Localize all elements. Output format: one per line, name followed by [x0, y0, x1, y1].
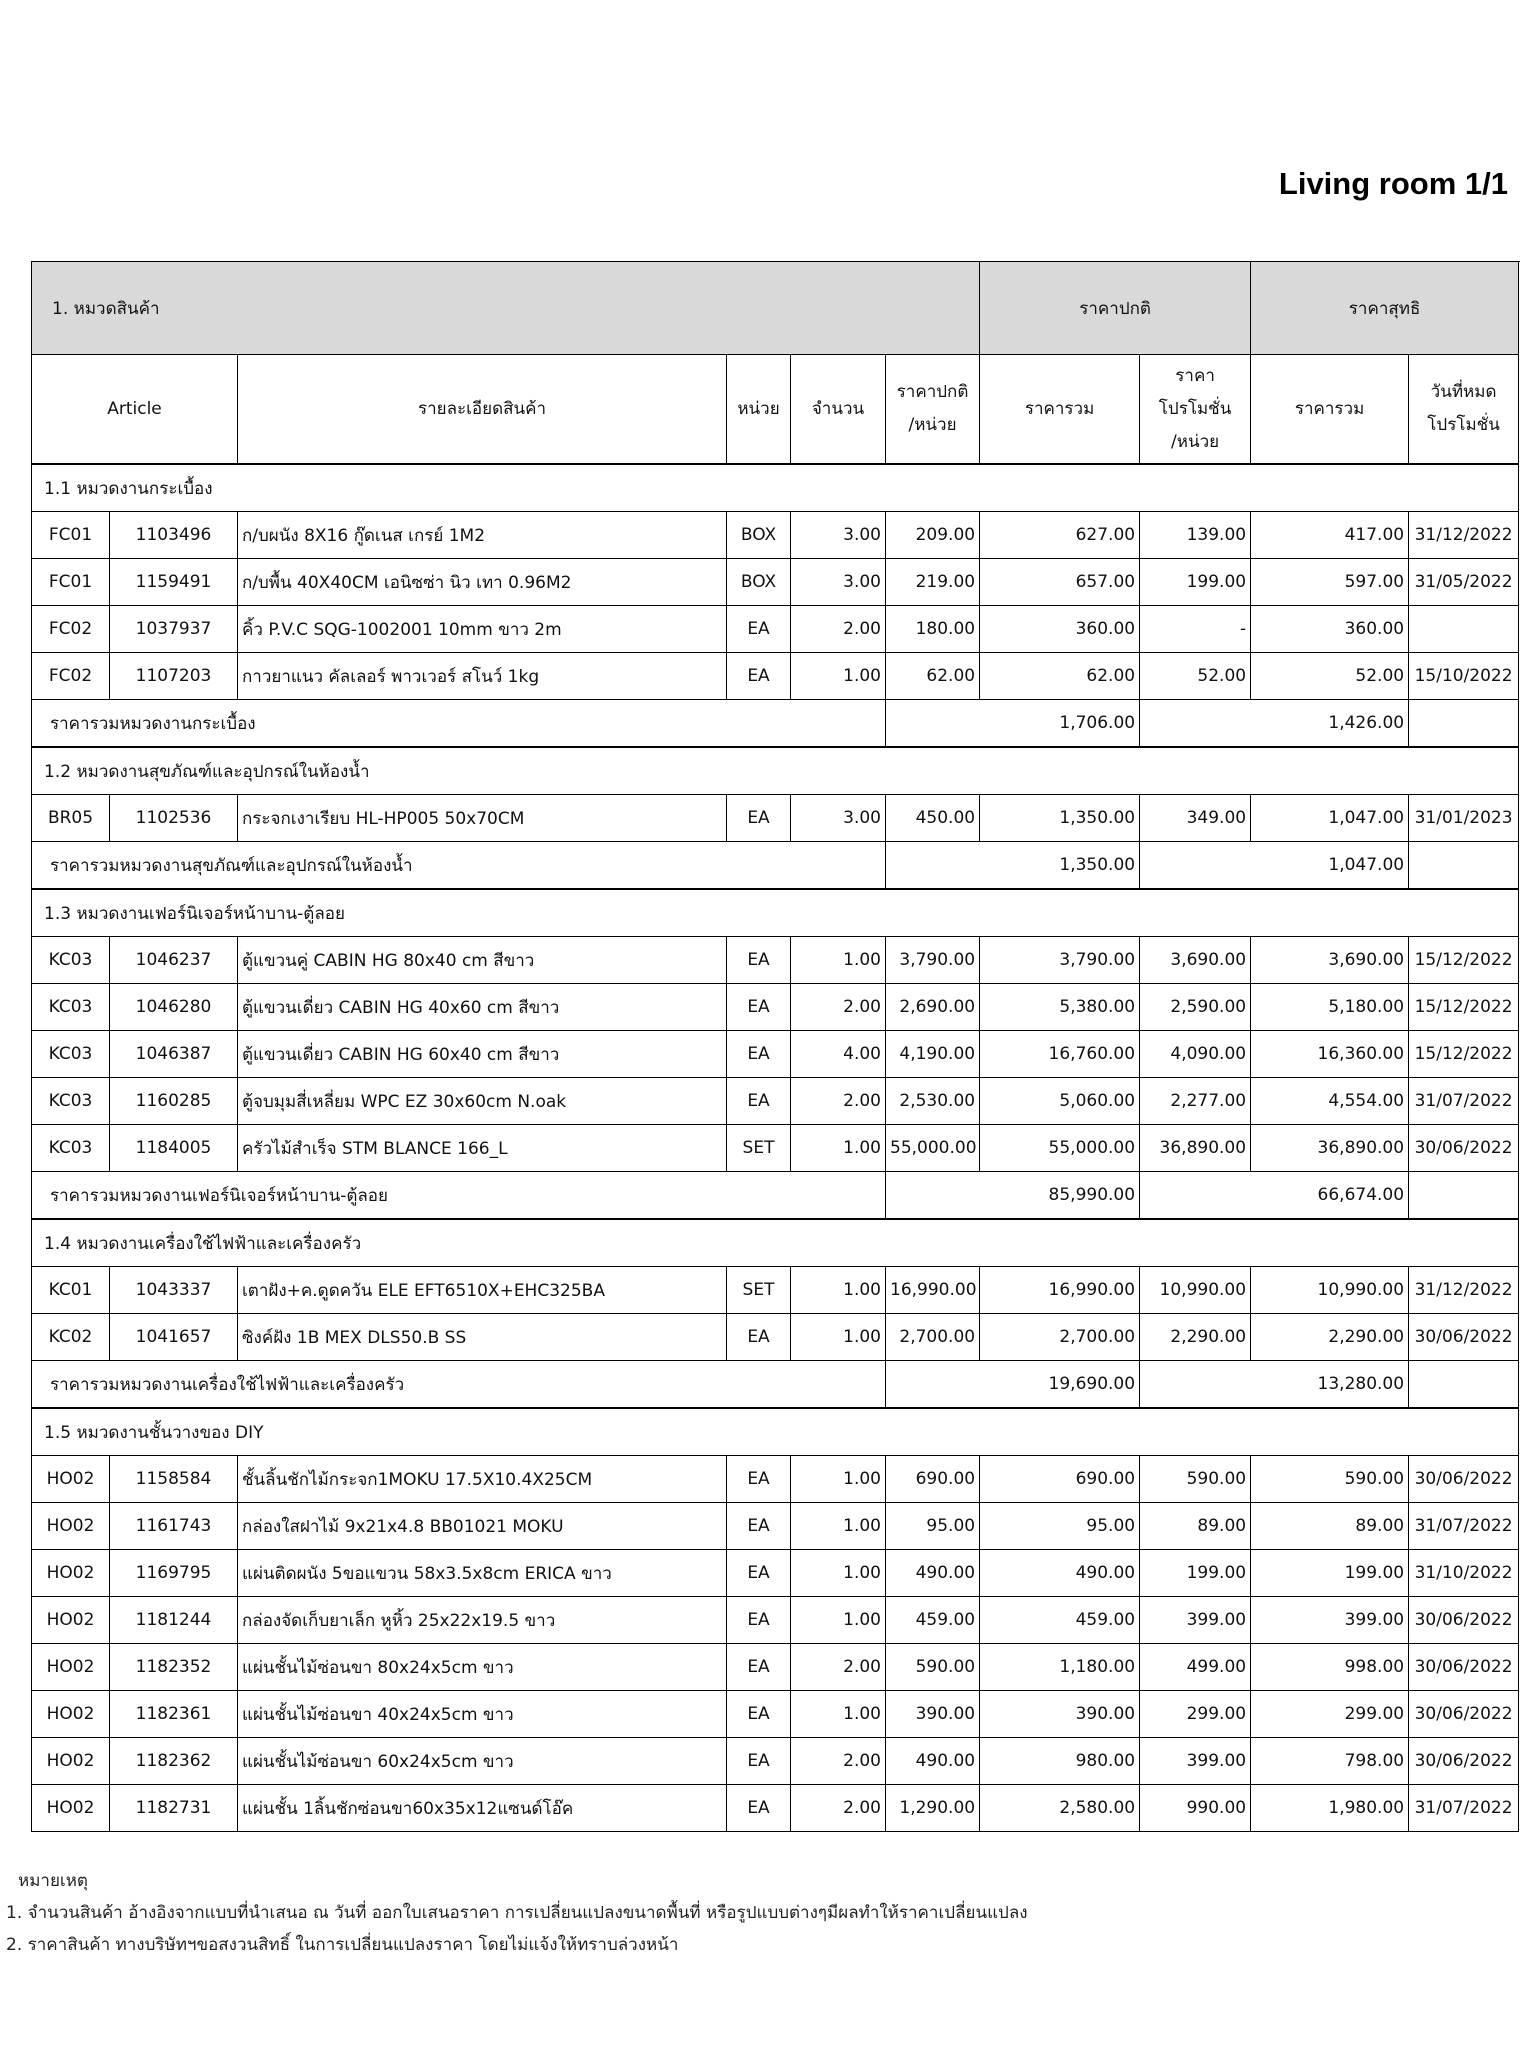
- item-net-total: 16,360.00: [1251, 1031, 1409, 1078]
- item-unit: EA: [727, 1503, 791, 1550]
- item-qty: 1.00: [791, 1456, 886, 1503]
- item-description: กาวยาแนว คัลเลอร์ พาวเวอร์ สโนว์ 1kg: [238, 653, 727, 700]
- item-unit: EA: [727, 1691, 791, 1738]
- item-qty: 2.00: [791, 1644, 886, 1691]
- item-promo-price: 199.00: [1140, 1550, 1251, 1597]
- subtotal-value: 1,706.00: [886, 700, 1140, 748]
- item-qty: 3.00: [791, 512, 886, 559]
- item-code: HO02: [32, 1456, 110, 1503]
- item-net-total: 417.00: [1251, 512, 1409, 559]
- item-promo-price: 299.00: [1140, 1691, 1251, 1738]
- item-description: ก/บผนัง 8X16 กู๊ดเนส เกรย์ 1M2: [238, 512, 727, 559]
- item-total: 2,700.00: [980, 1314, 1140, 1361]
- item-unit: BOX: [727, 512, 791, 559]
- item-code: KC03: [32, 1031, 110, 1078]
- item-net-total: 798.00: [1251, 1738, 1409, 1785]
- item-net-total: 199.00: [1251, 1550, 1409, 1597]
- item-unit: EA: [727, 1738, 791, 1785]
- regular-price-header: ราคาปกติ: [980, 262, 1251, 355]
- item-qty: 2.00: [791, 1785, 886, 1832]
- item-article: 1182731: [110, 1785, 238, 1832]
- item-description: ตู้แขวนเดี่ยว CABIN HG 40x60 cm สีขาว: [238, 984, 727, 1031]
- note-line-2: 2. ราคาสินค้า ทางบริษัทฯขอสงวนสิทธิ์ ในการเปลี่ยนแปลงราคา โดยไม่แจ้งให้ทราบล่วงหน้า: [6, 1935, 679, 1955]
- item-unit-price: 690.00: [886, 1456, 980, 1503]
- item-code: FC01: [32, 559, 110, 606]
- item-unit: EA: [727, 1456, 791, 1503]
- item-promo-price: 2,277.00: [1140, 1078, 1251, 1125]
- item-code: KC03: [32, 984, 110, 1031]
- category-row: [32, 889, 1519, 937]
- item-promo-price: 52.00: [1140, 653, 1251, 700]
- item-description: ก/บพื้น 40X40CM เอนิซซ่า นิว เทา 0.96M2: [238, 559, 727, 606]
- item-unit-price: 95.00: [886, 1503, 980, 1550]
- item-code: HO02: [32, 1785, 110, 1832]
- item-article: 1103496: [110, 512, 238, 559]
- item-qty: 4.00: [791, 1031, 886, 1078]
- item-promo-end: 15/12/2022: [1409, 984, 1519, 1031]
- item-code: HO02: [32, 1503, 110, 1550]
- item-total: 490.00: [980, 1550, 1140, 1597]
- item-description: ตู้แขวนคู่ CABIN HG 80x40 cm สีขาว: [238, 937, 727, 984]
- category-title: 1.4 หมวดงานเครื่องใช้ไฟฟ้าและเครื่องครัว: [32, 1219, 1519, 1267]
- item-unit-price: 4,190.00: [886, 1031, 980, 1078]
- item-article: 1041657: [110, 1314, 238, 1361]
- item-description: ซิงค์ฝัง 1B MEX DLS50.B SS: [238, 1314, 727, 1361]
- table-row: [32, 1550, 1519, 1597]
- item-qty: 1.00: [791, 1314, 886, 1361]
- item-net-total: 36,890.00: [1251, 1125, 1409, 1172]
- net-subtotal-value: 66,674.00: [1140, 1172, 1409, 1220]
- item-description: ครัวไม้สำเร็จ STM BLANCE 166_L: [238, 1125, 727, 1172]
- col-qty: จำนวน: [791, 355, 886, 465]
- item-promo-price: 89.00: [1140, 1503, 1251, 1550]
- col-unit: หน่วย: [727, 355, 791, 465]
- table-row: [32, 984, 1519, 1031]
- item-total: 657.00: [980, 559, 1140, 606]
- table-row: [32, 1078, 1519, 1125]
- item-net-total: 360.00: [1251, 606, 1409, 653]
- quotation-table: [31, 261, 1519, 1832]
- item-promo-price: 990.00: [1140, 1785, 1251, 1832]
- item-article: 1161743: [110, 1503, 238, 1550]
- item-net-total: 299.00: [1251, 1691, 1409, 1738]
- item-net-total: 1,047.00: [1251, 795, 1409, 842]
- item-article: 1169795: [110, 1550, 238, 1597]
- item-article: 1159491: [110, 559, 238, 606]
- item-promo-price: 139.00: [1140, 512, 1251, 559]
- item-code: KC03: [32, 1078, 110, 1125]
- col-article: Article: [32, 355, 238, 465]
- item-total: 360.00: [980, 606, 1140, 653]
- col-description: รายละเอียดสินค้า: [238, 355, 727, 465]
- category-row: [32, 1219, 1519, 1267]
- item-net-total: 10,990.00: [1251, 1267, 1409, 1314]
- category-title: 1.2 หมวดงานสุขภัณฑ์และอุปกรณ์ในห้องน้ำ: [32, 747, 1519, 795]
- net-subtotal-value: 1,047.00: [1140, 842, 1409, 890]
- item-qty: 1.00: [791, 1691, 886, 1738]
- item-unit: EA: [727, 1785, 791, 1832]
- item-article: 1181244: [110, 1597, 238, 1644]
- item-promo-end: 30/06/2022: [1409, 1597, 1519, 1644]
- item-qty: 2.00: [791, 1738, 886, 1785]
- item-unit: EA: [727, 937, 791, 984]
- item-total: 690.00: [980, 1456, 1140, 1503]
- item-total: 55,000.00: [980, 1125, 1140, 1172]
- subtotal-empty: [1409, 1361, 1519, 1409]
- item-unit-price: 590.00: [886, 1644, 980, 1691]
- item-total: 16,760.00: [980, 1031, 1140, 1078]
- item-promo-price: -: [1140, 606, 1251, 653]
- item-unit-price: 3,790.00: [886, 937, 980, 984]
- item-total: 2,580.00: [980, 1785, 1140, 1832]
- item-promo-end: 31/10/2022: [1409, 1550, 1519, 1597]
- item-article: 1182352: [110, 1644, 238, 1691]
- item-unit: EA: [727, 795, 791, 842]
- item-code: FC01: [32, 512, 110, 559]
- subtotal-empty: [1409, 1172, 1519, 1220]
- notes: [6, 1865, 1028, 1961]
- item-promo-end: 30/06/2022: [1409, 1738, 1519, 1785]
- item-unit: EA: [727, 606, 791, 653]
- item-promo-end: 31/12/2022: [1409, 1267, 1519, 1314]
- item-description: เตาฝัง+ค.ดูดควัน ELE EFT6510X+EHC325BA: [238, 1267, 727, 1314]
- item-total: 16,990.00: [980, 1267, 1140, 1314]
- item-unit-price: 2,700.00: [886, 1314, 980, 1361]
- item-description: แผ่นติดผนัง 5ขอแขวน 58x3.5x8cm ERICA ขาว: [238, 1550, 727, 1597]
- item-unit-price: 2,690.00: [886, 984, 980, 1031]
- category-row: [32, 747, 1519, 795]
- item-article: 1184005: [110, 1125, 238, 1172]
- item-unit-price: 209.00: [886, 512, 980, 559]
- item-description: แผ่นชั้นไม้ซ่อนขา 40x24x5cm ขาว: [238, 1691, 727, 1738]
- item-description: คิ้ว P.V.C SQG-1002001 10mm ขาว 2m: [238, 606, 727, 653]
- subtotal-row: [32, 700, 1519, 748]
- subtotal-label: ราคารวมหมวดงานเฟอร์นิเจอร์หน้าบาน-ตู้ลอย: [32, 1172, 886, 1220]
- item-unit-price: 390.00: [886, 1691, 980, 1738]
- item-unit: EA: [727, 1550, 791, 1597]
- table-row: [32, 1597, 1519, 1644]
- table-row: [32, 1785, 1519, 1832]
- notes-heading: หมายเหตุ: [18, 1871, 88, 1891]
- header-row-columns: [32, 355, 1519, 465]
- item-promo-end: 30/06/2022: [1409, 1314, 1519, 1361]
- item-article: 1046237: [110, 937, 238, 984]
- col-promo-price: ราคา โปรโมชั่น /หน่วย: [1140, 355, 1251, 465]
- item-promo-end: [1409, 606, 1519, 653]
- table-row: [32, 559, 1519, 606]
- item-net-total: 998.00: [1251, 1644, 1409, 1691]
- page-title: Living room 1/1: [1278, 166, 1508, 201]
- table-row: [32, 1503, 1519, 1550]
- net-subtotal-value: 1,426.00: [1140, 700, 1409, 748]
- item-unit: EA: [727, 1644, 791, 1691]
- item-promo-end: 30/06/2022: [1409, 1644, 1519, 1691]
- category-title: 1.1 หมวดงานกระเบื้อง: [32, 464, 1519, 512]
- item-qty: 1.00: [791, 1597, 886, 1644]
- item-qty: 1.00: [791, 653, 886, 700]
- header-row-groups: [32, 262, 1519, 355]
- category-title: 1.5 หมวดงานชั้นวางของ DIY: [32, 1408, 1519, 1456]
- item-qty: 1.00: [791, 1125, 886, 1172]
- category-title: 1.3 หมวดงานเฟอร์นิเจอร์หน้าบาน-ตู้ลอย: [32, 889, 1519, 937]
- item-article: 1182361: [110, 1691, 238, 1738]
- item-description: กล่องใสฝาไม้ 9x21x4.8 BB01021 MOKU: [238, 1503, 727, 1550]
- subtotal-label: ราคารวมหมวดงานเครื่องใช้ไฟฟ้าและเครื่องครัว: [32, 1361, 886, 1409]
- item-total: 627.00: [980, 512, 1140, 559]
- item-code: KC02: [32, 1314, 110, 1361]
- item-total: 95.00: [980, 1503, 1140, 1550]
- item-unit-price: 62.00: [886, 653, 980, 700]
- item-description: ชั้นลิ้นชักไม้กระจก1MOKU 17.5X10.4X25CM: [238, 1456, 727, 1503]
- item-unit-price: 180.00: [886, 606, 980, 653]
- subtotal-label: ราคารวมหมวดงานกระเบื้อง: [32, 700, 886, 748]
- item-promo-price: 2,590.00: [1140, 984, 1251, 1031]
- item-total: 62.00: [980, 653, 1140, 700]
- item-qty: 2.00: [791, 606, 886, 653]
- item-total: 1,350.00: [980, 795, 1140, 842]
- item-net-total: 4,554.00: [1251, 1078, 1409, 1125]
- item-qty: 1.00: [791, 1267, 886, 1314]
- table-row: [32, 1738, 1519, 1785]
- item-promo-end: 15/12/2022: [1409, 1031, 1519, 1078]
- item-promo-price: 10,990.00: [1140, 1267, 1251, 1314]
- item-promo-price: 499.00: [1140, 1644, 1251, 1691]
- item-code: FC02: [32, 653, 110, 700]
- item-promo-price: 36,890.00: [1140, 1125, 1251, 1172]
- table-row: [32, 512, 1519, 559]
- item-unit: EA: [727, 1031, 791, 1078]
- item-unit-price: 1,290.00: [886, 1785, 980, 1832]
- item-promo-end: 31/07/2022: [1409, 1503, 1519, 1550]
- item-total: 5,060.00: [980, 1078, 1140, 1125]
- item-code: HO02: [32, 1550, 110, 1597]
- item-unit-price: 16,990.00: [886, 1267, 980, 1314]
- item-net-total: 89.00: [1251, 1503, 1409, 1550]
- item-code: KC03: [32, 937, 110, 984]
- item-promo-end: 31/07/2022: [1409, 1078, 1519, 1125]
- category-row: [32, 1408, 1519, 1456]
- subtotal-value: 19,690.00: [886, 1361, 1140, 1409]
- item-code: HO02: [32, 1597, 110, 1644]
- item-promo-end: 31/12/2022: [1409, 512, 1519, 559]
- item-net-total: 52.00: [1251, 653, 1409, 700]
- item-net-total: 5,180.00: [1251, 984, 1409, 1031]
- item-article: 1182362: [110, 1738, 238, 1785]
- item-net-total: 399.00: [1251, 1597, 1409, 1644]
- item-article: 1107203: [110, 653, 238, 700]
- table-row: [32, 1456, 1519, 1503]
- subtotal-label: ราคารวมหมวดงานสุขภัณฑ์และอุปกรณ์ในห้องน้ำ: [32, 842, 886, 890]
- item-promo-price: 399.00: [1140, 1738, 1251, 1785]
- item-unit-price: 490.00: [886, 1738, 980, 1785]
- item-net-total: 3,690.00: [1251, 937, 1409, 984]
- item-total: 1,180.00: [980, 1644, 1140, 1691]
- item-description: กระจกเงาเรียบ HL-HP005 50x70CM: [238, 795, 727, 842]
- category-row: [32, 464, 1519, 512]
- item-qty: 1.00: [791, 1503, 886, 1550]
- item-article: 1160285: [110, 1078, 238, 1125]
- item-unit-price: 219.00: [886, 559, 980, 606]
- item-unit: EA: [727, 1597, 791, 1644]
- table-row: [32, 1691, 1519, 1738]
- item-description: แผ่นชั้นไม้ซ่อนขา 80x24x5cm ขาว: [238, 1644, 727, 1691]
- item-article: 1037937: [110, 606, 238, 653]
- subtotal-row: [32, 1361, 1519, 1409]
- subtotal-empty: [1409, 700, 1519, 748]
- item-promo-price: 590.00: [1140, 1456, 1251, 1503]
- net-subtotal-value: 13,280.00: [1140, 1361, 1409, 1409]
- table-row: [32, 1267, 1519, 1314]
- group-label: 1. หมวดสินค้า: [32, 262, 980, 355]
- subtotal-row: [32, 842, 1519, 890]
- item-description: แผ่นชั้น 1ลิ้นชักซ่อนขา60x35x12แซนด์โอ๊ค: [238, 1785, 727, 1832]
- item-article: 1158584: [110, 1456, 238, 1503]
- net-price-header: ราคาสุทธิ: [1251, 262, 1519, 355]
- item-promo-price: 349.00: [1140, 795, 1251, 842]
- item-description: ตู้แขวนเดี่ยว CABIN HG 60x40 cm สีขาว: [238, 1031, 727, 1078]
- item-net-total: 1,980.00: [1251, 1785, 1409, 1832]
- item-promo-price: 3,690.00: [1140, 937, 1251, 984]
- item-qty: 1.00: [791, 1550, 886, 1597]
- item-unit: SET: [727, 1267, 791, 1314]
- item-unit-price: 55,000.00: [886, 1125, 980, 1172]
- item-unit-price: 490.00: [886, 1550, 980, 1597]
- col-net-total: ราคารวม: [1251, 355, 1409, 465]
- item-article: 1043337: [110, 1267, 238, 1314]
- table-row: [32, 1031, 1519, 1078]
- item-total: 459.00: [980, 1597, 1140, 1644]
- table-row: [32, 606, 1519, 653]
- subtotal-row: [32, 1172, 1519, 1220]
- item-code: HO02: [32, 1691, 110, 1738]
- item-promo-end: 30/06/2022: [1409, 1125, 1519, 1172]
- item-net-total: 590.00: [1251, 1456, 1409, 1503]
- item-qty: 1.00: [791, 937, 886, 984]
- col-unit-price: ราคาปกติ /หน่วย: [886, 355, 980, 465]
- item-qty: 2.00: [791, 984, 886, 1031]
- item-promo-end: 31/01/2023: [1409, 795, 1519, 842]
- item-code: HO02: [32, 1738, 110, 1785]
- note-line-1: 1. จำนวนสินค้า อ้างอิงจากแบบที่นำเสนอ ณ วันที่ ออกใบเสนอราคา การเปลี่ยนแปลงขนาดพื้นที่ หรือรูปแบบต่างๆมีผลทำให้ราคาเปลี่ยนแปลง: [6, 1903, 1028, 1923]
- item-unit-price: 450.00: [886, 795, 980, 842]
- item-article: 1102536: [110, 795, 238, 842]
- item-code: FC02: [32, 606, 110, 653]
- item-total: 980.00: [980, 1738, 1140, 1785]
- item-code: HO02: [32, 1644, 110, 1691]
- item-promo-price: 399.00: [1140, 1597, 1251, 1644]
- item-promo-price: 4,090.00: [1140, 1031, 1251, 1078]
- item-description: ตู้จบมุมสี่เหลี่ยม WPC EZ 30x60cm N.oak: [238, 1078, 727, 1125]
- item-total: 5,380.00: [980, 984, 1140, 1031]
- item-net-total: 597.00: [1251, 559, 1409, 606]
- table-row: [32, 1644, 1519, 1691]
- item-total: 3,790.00: [980, 937, 1140, 984]
- subtotal-empty: [1409, 842, 1519, 890]
- col-total: ราคารวม: [980, 355, 1140, 465]
- item-promo-price: 2,290.00: [1140, 1314, 1251, 1361]
- item-unit: EA: [727, 653, 791, 700]
- table-row: [32, 653, 1519, 700]
- item-promo-end: 15/10/2022: [1409, 653, 1519, 700]
- item-unit: EA: [727, 1314, 791, 1361]
- item-total: 390.00: [980, 1691, 1140, 1738]
- item-description: แผ่นชั้นไม้ซ่อนขา 60x24x5cm ขาว: [238, 1738, 727, 1785]
- item-code: BR05: [32, 795, 110, 842]
- subtotal-value: 85,990.00: [886, 1172, 1140, 1220]
- table-row: [32, 795, 1519, 842]
- table-row: [32, 937, 1519, 984]
- item-qty: 2.00: [791, 1078, 886, 1125]
- item-promo-end: 31/07/2022: [1409, 1785, 1519, 1832]
- item-promo-end: 30/06/2022: [1409, 1456, 1519, 1503]
- item-net-total: 2,290.00: [1251, 1314, 1409, 1361]
- item-promo-end: 15/12/2022: [1409, 937, 1519, 984]
- item-unit-price: 2,530.00: [886, 1078, 980, 1125]
- item-unit-price: 459.00: [886, 1597, 980, 1644]
- item-unit: BOX: [727, 559, 791, 606]
- item-article: 1046280: [110, 984, 238, 1031]
- col-promo-end: วันที่หมด โปรโมชั่น: [1409, 355, 1519, 465]
- item-unit: EA: [727, 984, 791, 1031]
- item-promo-price: 199.00: [1140, 559, 1251, 606]
- subtotal-value: 1,350.00: [886, 842, 1140, 890]
- item-article: 1046387: [110, 1031, 238, 1078]
- table-row: [32, 1125, 1519, 1172]
- item-unit: SET: [727, 1125, 791, 1172]
- item-code: KC01: [32, 1267, 110, 1314]
- item-promo-end: 31/05/2022: [1409, 559, 1519, 606]
- item-unit: EA: [727, 1078, 791, 1125]
- item-promo-end: 30/06/2022: [1409, 1691, 1519, 1738]
- item-description: กล่องจัดเก็บยาเล็ก หูหิ้ว 25x22x19.5 ขาว: [238, 1597, 727, 1644]
- item-code: KC03: [32, 1125, 110, 1172]
- table-row: [32, 1314, 1519, 1361]
- item-qty: 3.00: [791, 795, 886, 842]
- item-qty: 3.00: [791, 559, 886, 606]
